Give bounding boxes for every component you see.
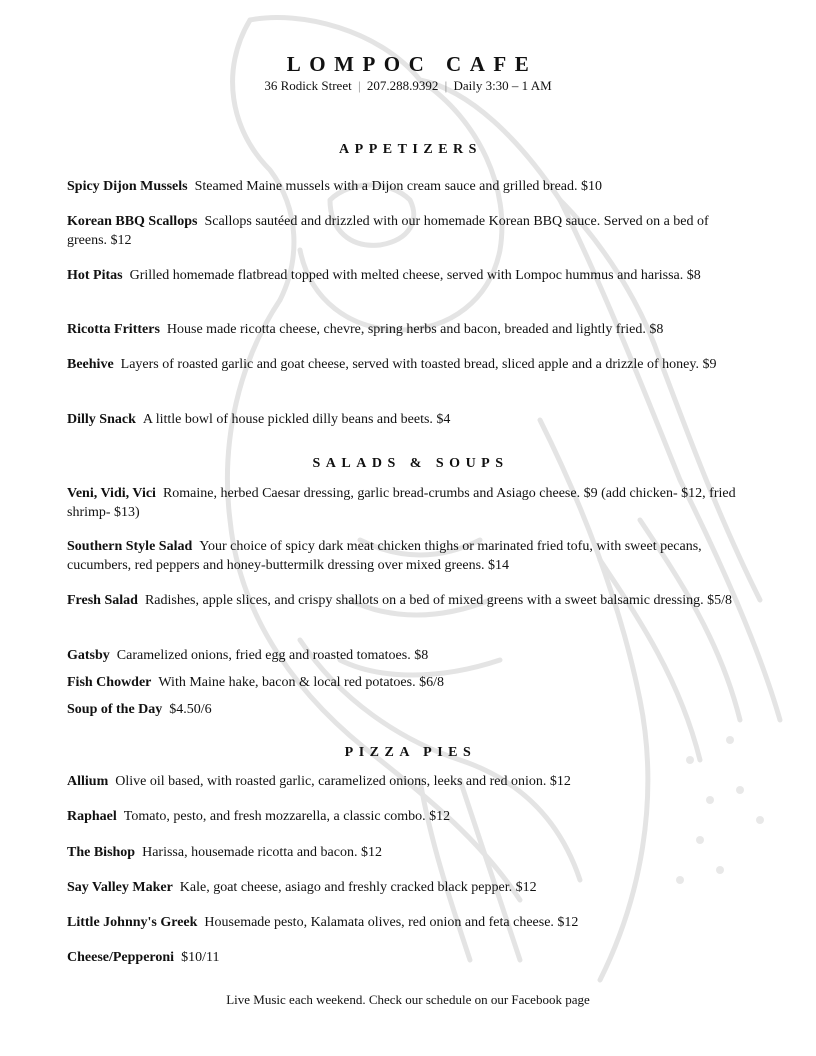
item-name: Gatsby: [67, 648, 110, 663]
restaurant-info: [0, 78, 816, 94]
item-description: Caramelized onions, fried egg and roasted tomatoes. $8: [116, 648, 429, 663]
item-name: Say Valley Maker: [67, 880, 173, 895]
item-name: Beehive: [67, 357, 114, 372]
item-name: The Bishop: [67, 845, 136, 860]
item-name: Southern Style Salad: [67, 539, 193, 554]
menu-item: [67, 843, 752, 862]
separator: |: [357, 78, 361, 93]
item-description: Steamed Maine mussels with a Dijon cream sauce and grilled bread. $10: [194, 179, 603, 194]
menu-item: [67, 878, 752, 897]
item-name: Dilly Snack: [67, 412, 136, 427]
menu-item: [67, 355, 752, 374]
item-name: Little Johnny's Greek: [67, 915, 198, 930]
item-description: Your choice of spicy dark meat chicken thighs or marinated fried tofu, with sweet pecans, cucumbers, red peppers and honey-buttermilk dressing over mixed greens. $14: [67, 539, 702, 573]
menu-item: [67, 266, 752, 285]
menu-item: [67, 177, 752, 196]
menu-item: [67, 537, 752, 575]
item-name: Soup of the Day: [67, 702, 163, 717]
item-name: Korean BBQ Scallops: [67, 214, 198, 229]
item-description: Radishes, apple slices, and crispy shallots on a bed of mixed greens with a sweet balsamic dressing. $5/8: [144, 593, 733, 608]
item-description: $4.50/6: [169, 702, 212, 717]
item-description: Olive oil based, with roasted garlic, caramelized onions, leeks and red onion. $12: [115, 774, 571, 789]
item-name: Fresh Salad: [67, 593, 138, 608]
menu-item: [67, 807, 752, 826]
item-name: Fish Chowder: [67, 675, 152, 690]
restaurant-title: LOMPOC CAFE: [286, 52, 538, 76]
phone: 207.288.9392: [366, 78, 439, 93]
menu-item: [67, 913, 752, 932]
item-name: Allium: [67, 774, 109, 789]
item-name: Cheese/Pepperoni: [67, 950, 175, 965]
menu-item: [67, 484, 752, 522]
item-description: Kale, goat cheese, asiago and freshly cracked black pepper. $12: [179, 880, 537, 895]
hours: Daily 3:30 – 1 AM: [453, 78, 552, 93]
item-description: Scallops sautéed and drizzled with our homemade Korean BBQ sauce. Served on a bed of greens. $12: [67, 214, 709, 248]
item-description: A little bowl of house pickled dilly beans and beets. $4: [142, 412, 451, 427]
separator: |: [444, 78, 448, 93]
menu-item: [67, 700, 752, 719]
section-heading-pizza-pies: PIZZA PIES: [344, 745, 477, 760]
menu-item: [67, 320, 752, 339]
section-heading-appetizers: APPETIZERS: [339, 142, 482, 157]
item-description: Grilled homemade flatbread topped with melted cheese, served with Lompoc hummus and harissa. $8: [129, 268, 701, 283]
item-description: With Maine hake, bacon & local red potatoes. $6/8: [158, 675, 444, 690]
item-name: Raphael: [67, 809, 117, 824]
item-description: Layers of roasted garlic and goat cheese, served with toasted bread, sliced apple and a drizzle of honey. $9: [120, 357, 717, 372]
menu-item: [67, 646, 752, 665]
item-description: $10/11: [181, 950, 220, 965]
item-description: Romaine, herbed Caesar dressing, garlic bread-crumbs and Asiago cheese. $9 (add chicken- $12, fried shrimp- $13): [67, 486, 736, 520]
item-name: Hot Pitas: [67, 268, 123, 283]
section-heading-salads-soups: SALADS & SOUPS: [312, 456, 509, 471]
menu-item: [67, 772, 752, 791]
item-name: Veni, Vidi, Vici: [67, 486, 156, 501]
menu-item: [67, 410, 752, 429]
item-description: Housemade pesto, Kalamata olives, red onion and feta cheese. $12: [204, 915, 579, 930]
menu-item: [67, 673, 752, 692]
item-description: Harissa, housemade ricotta and bacon. $12: [142, 845, 382, 860]
item-description: House made ricotta cheese, chevre, spring herbs and bacon, breaded and lightly fried. $8: [166, 322, 664, 337]
item-description: Tomato, pesto, and fresh mozzarella, a classic combo. $12: [123, 809, 451, 824]
address: 36 Rodick Street: [264, 78, 352, 93]
menu-item: [67, 591, 752, 610]
item-name: Spicy Dijon Mussels: [67, 179, 188, 194]
menu-item: [67, 948, 752, 967]
item-name: Ricotta Fritters: [67, 322, 160, 337]
footer-note: Live Music each weekend. Check our schedule on our Facebook page: [226, 992, 590, 1007]
menu-item: [67, 212, 752, 250]
